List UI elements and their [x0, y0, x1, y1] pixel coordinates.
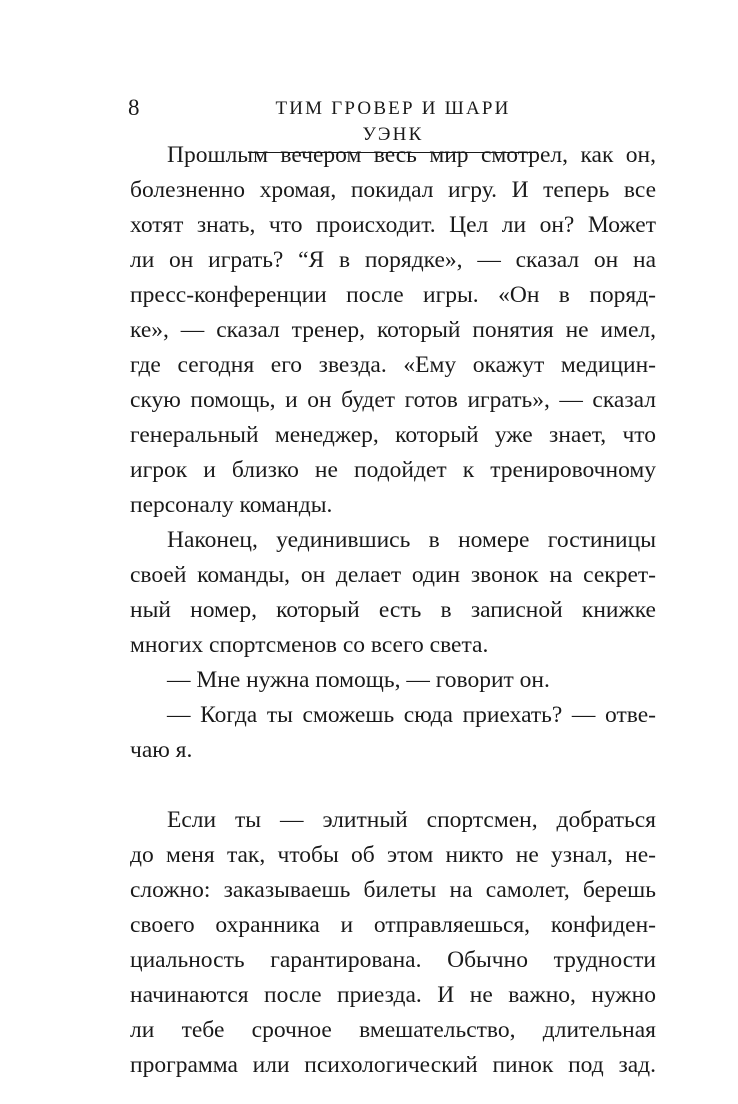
text-line: циальность гарантирована. Обычно трудности [130, 947, 656, 973]
paragraph [130, 523, 656, 663]
text-line: до меня так, чтобы об этом никто не узнал, не- [130, 842, 656, 868]
running-title: ТИМ ГРОВЕР И ШАРИ УЭНК [248, 96, 538, 153]
text-line: программа или психологический пинок под зад. [130, 1052, 656, 1078]
text-line: сложно: заказываешь билеты на самолет, берешь [130, 877, 656, 903]
text-line: генеральный менеджер, который уже знает, что [130, 422, 656, 448]
text-line: скую помощь, и он будет готов играть», — сказал [130, 387, 656, 413]
text-line: своего охранника и отправляешься, конфиден- [130, 912, 656, 938]
text-line: игрок и близко не подойдет к тренировочному [130, 457, 656, 483]
text-line: своей команды, он делает один звонок на секрет- [130, 562, 656, 588]
text-line: Если ты — элитный спортсмен, добраться [167, 807, 656, 833]
text-line: — Когда ты сможешь сюда приехать? — отве- [167, 702, 656, 728]
page-number: 8 [128, 95, 140, 120]
text-line: ке», — сказал тренер, который понятия не имел, [130, 317, 656, 343]
text-line: хотят знать, что происходит. Цел ли он? Может [130, 212, 656, 238]
text-line: где сегодня его звезда. «Ему окажут медицин- [130, 352, 656, 378]
dialogue-line [130, 698, 656, 768]
text-line: ли он играть? “Я в порядке», — сказал он на [130, 247, 656, 273]
text-line: ли тебе срочное вмешательство, длительная [130, 1017, 656, 1043]
text-line: пресс-конференции после игры. «Он в поряд- [130, 282, 656, 308]
text-line: болезненно хромая, покидал игру. И теперь все [130, 177, 656, 203]
paragraph [130, 138, 656, 523]
text-line: персоналу команды. [130, 492, 333, 518]
text-line: многих спортсменов со всего света. [130, 632, 489, 658]
text-line: ный номер, который есть в записной книжке [130, 597, 656, 623]
paragraph [130, 803, 656, 1083]
text-line: Прошлым вечером весь мир смотрел, как он, [167, 142, 656, 168]
text-line: чаю я. [130, 737, 193, 763]
body-text [130, 138, 656, 1083]
section-break [130, 768, 656, 803]
text-line: Наконец, уединившись в номере гостиницы [167, 527, 656, 553]
text-line: — Мне нужна помощь, — говорит он. [167, 667, 550, 693]
dialogue-line [130, 663, 656, 698]
text-line: начинаются после приезда. И не важно, нужно [130, 982, 656, 1008]
